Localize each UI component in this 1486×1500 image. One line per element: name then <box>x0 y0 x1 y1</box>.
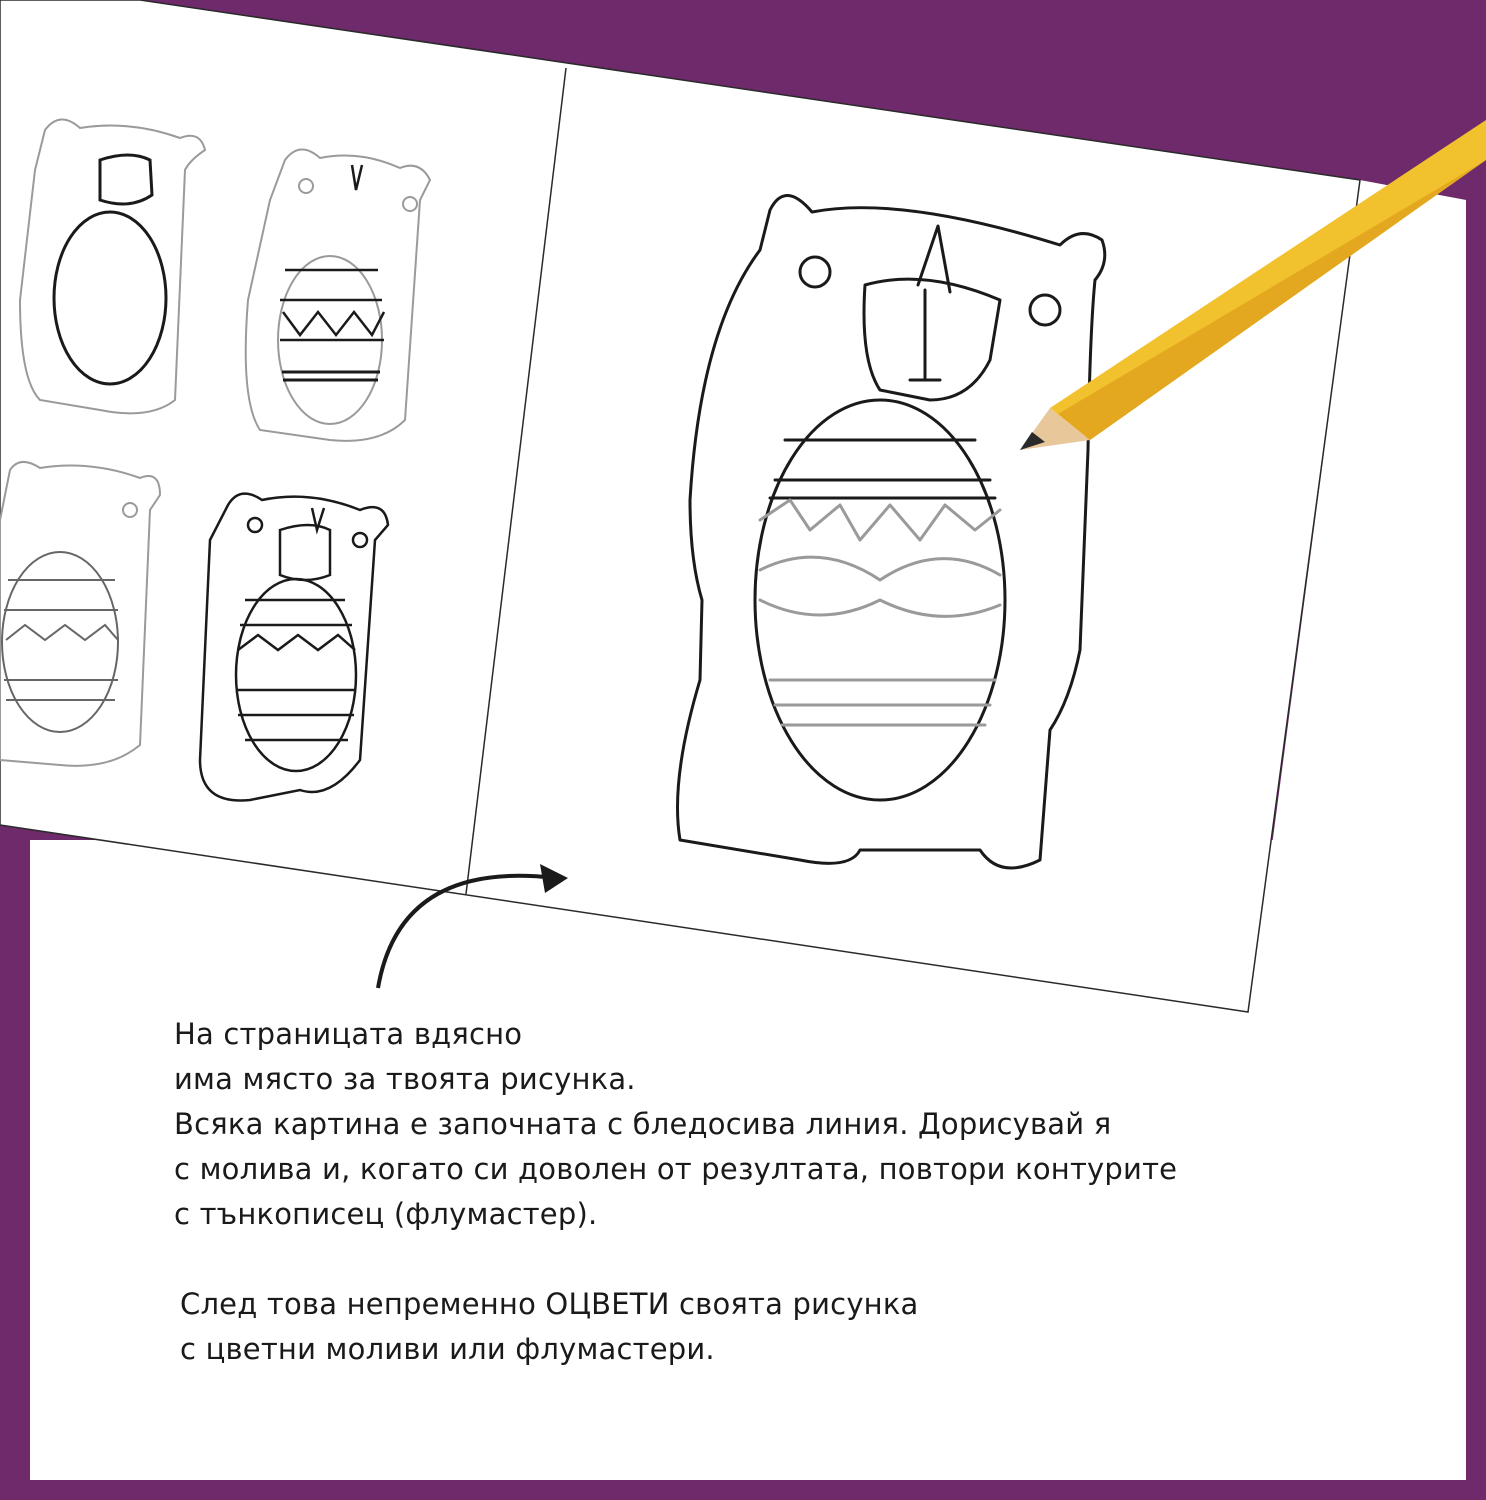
instruction-line: с молива и, когато си доволен от резултата, повтори контурите <box>174 1152 1178 1186</box>
instruction-line: На страницата вдясно <box>174 1017 523 1051</box>
followup-line: След това непременно ОЦВЕТИ своята рисунка <box>180 1287 919 1321</box>
instructions-paragraph <box>174 1012 1177 1237</box>
followup-paragraph <box>180 1282 919 1372</box>
followup-line: с цветни моливи или флумастери. <box>180 1332 715 1366</box>
instruction-line: с тънкописец (флумастер). <box>174 1197 598 1231</box>
instruction-line: Всяка картина е започната с бледосива линия. Дорисувай я <box>174 1107 1112 1141</box>
instruction-line: има място за твоята рисунка. <box>174 1062 636 1096</box>
